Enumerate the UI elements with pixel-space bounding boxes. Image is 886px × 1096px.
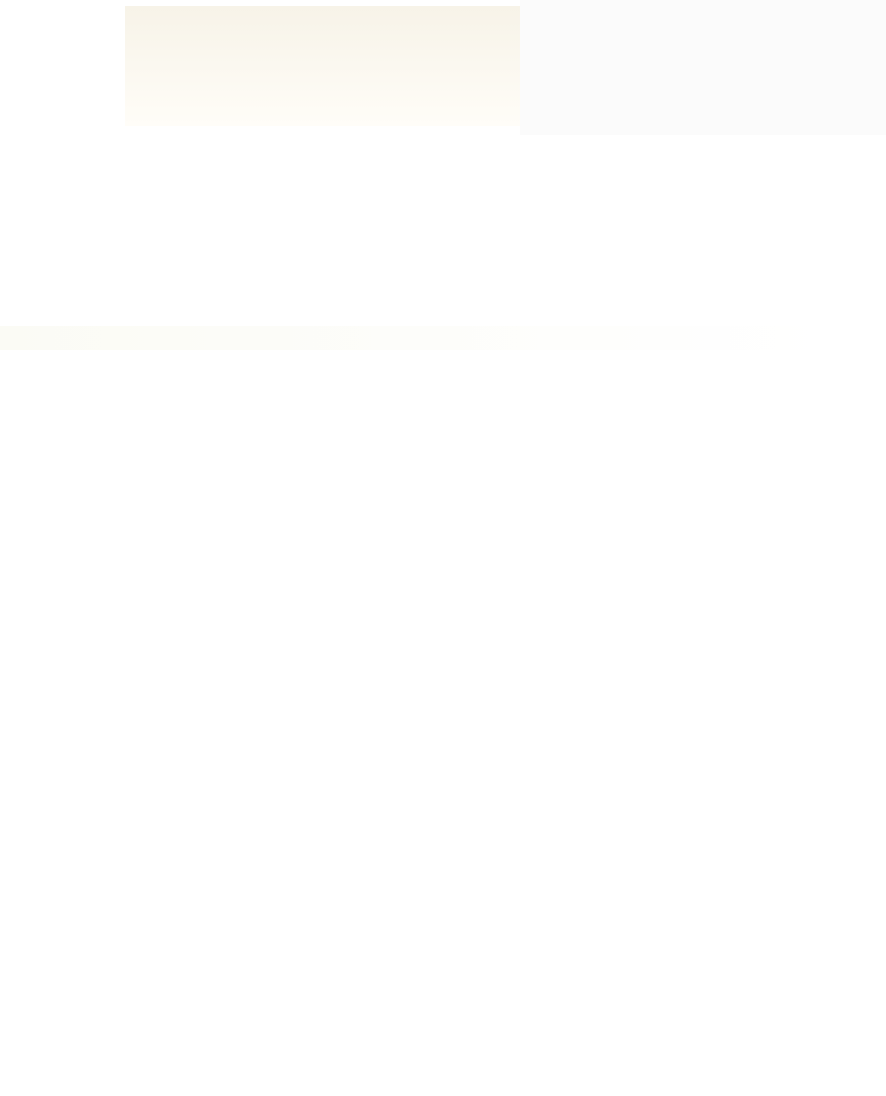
banner xyxy=(0,0,886,135)
banner-blank-area xyxy=(520,0,886,135)
section-header-bg xyxy=(0,326,830,350)
banner-logo-text xyxy=(122,12,532,122)
